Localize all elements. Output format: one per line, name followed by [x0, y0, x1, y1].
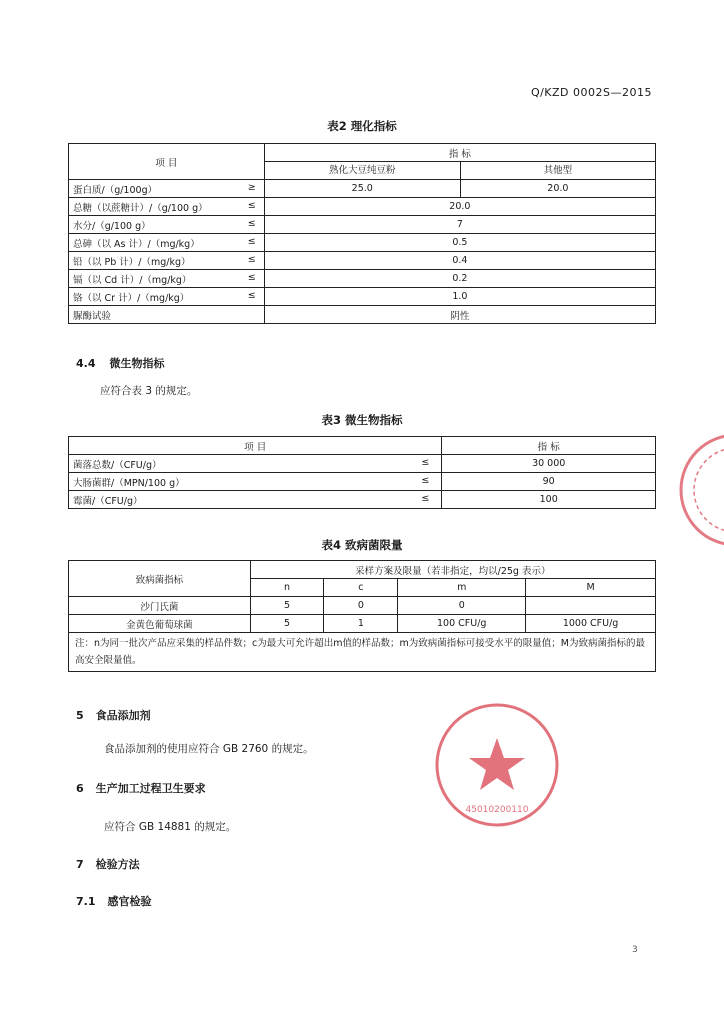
t2-row-value: 1.0: [264, 288, 655, 306]
t4-header-plan: 采样方案及限量（若非指定，均以/25g 表示）: [250, 561, 655, 579]
t2-row-name: 总砷（以 As 计）/（mg/kg）: [73, 238, 200, 250]
table2-caption: 表2 理化指标: [327, 119, 397, 133]
page-number: 3: [632, 945, 638, 955]
table3-microbial: [68, 436, 656, 509]
table-row: [69, 615, 656, 633]
table-row: [69, 306, 656, 324]
section-title: 感官检验: [107, 895, 152, 908]
section-6-heading: [76, 780, 206, 796]
t4-row-m: 0: [398, 597, 526, 615]
table-row: [69, 234, 656, 252]
table-row: [69, 180, 656, 198]
t2-row-value: 7: [264, 216, 655, 234]
t2-row-name: 脲酶试验: [73, 310, 112, 322]
section-number: 7.1: [76, 895, 96, 908]
t3-header-item: 项 目: [69, 437, 442, 455]
section-5-text: 食品添加剂的使用应符合 GB 2760 的规定。: [104, 743, 314, 755]
t4-row-M: 1000 CFU/g: [526, 615, 656, 633]
t4-row-name: 沙门氏菌: [69, 597, 251, 615]
company-seal-icon: [432, 700, 562, 830]
t2-header-sub1: 熟化大豆纯豆粉: [265, 162, 461, 179]
t2-row-name: 水分/（g/100 g）: [73, 220, 151, 232]
t4-note: 注：n为同一批次产品应采集的样品件数；c为最大可允许超出m值的样品数；m为致病菌指标可接受水平的限量值；M为致病菌指标的最高安全限量值。: [69, 633, 656, 672]
t4-header-m: m: [398, 579, 526, 597]
t2-header-indicator: 指 标: [264, 144, 655, 162]
t2-row-value: 阴性: [264, 306, 655, 324]
section-number: 7: [76, 858, 84, 871]
t2-header-item: 项 目: [69, 144, 265, 180]
section-title: 微生物指标: [109, 357, 165, 370]
t3-row-value: 100: [442, 491, 656, 509]
t4-row-n: 5: [250, 597, 324, 615]
section-title: 食品添加剂: [95, 709, 151, 722]
t3-row-cmp: ≤: [421, 456, 430, 468]
t4-header-c: c: [324, 579, 398, 597]
svg-text:45010200110: 45010200110: [465, 805, 529, 815]
t4-row-name: 金黄色葡萄球菌: [69, 615, 251, 633]
section-title: 检验方法: [95, 858, 140, 871]
table-row: [69, 491, 656, 509]
partial-seal-icon: [676, 420, 724, 560]
table-row: [69, 198, 656, 216]
t4-row-n: 5: [250, 615, 324, 633]
table4-caption: 表4 致病菌限量: [321, 538, 403, 552]
t2-row-name: 总糖（以蔗糖计）/（g/100 g）: [73, 202, 208, 214]
t4-row-c: 0: [324, 597, 398, 615]
t3-row-name: 菌落总数/（CFU/g）: [73, 459, 162, 471]
table-row: [69, 473, 656, 491]
t2-row-value-2: 20.0: [547, 183, 569, 194]
table2-physicochemical: [68, 143, 656, 324]
section-5-heading: [76, 707, 151, 723]
section-7-heading: [76, 856, 140, 872]
document-number: Q/KZD 0002S—2015: [530, 86, 652, 99]
table3-caption: 表3 微生物指标: [321, 413, 403, 427]
table-row: [69, 455, 656, 473]
t2-row-name: 铬（以 Cr 计）/（mg/kg）: [73, 292, 190, 304]
section-number: 5: [76, 709, 84, 722]
t4-header-n: n: [250, 579, 324, 597]
t2-row-cmp: ≤: [247, 271, 256, 283]
t2-row-cmp: ≤: [247, 253, 256, 265]
t2-row-name: 蛋白质/（g/100g）: [73, 184, 158, 196]
section-number: 6: [76, 782, 84, 795]
table-row: [69, 270, 656, 288]
t4-header-M: M: [526, 579, 656, 597]
table4-pathogen-limits: [68, 560, 656, 672]
section-7-1-heading: [76, 893, 152, 909]
t2-row-name: 镉（以 Cd 计）/（mg/kg）: [73, 274, 192, 286]
section-4-4-heading: [76, 355, 165, 371]
table-row: [69, 216, 656, 234]
t4-header-item: 致病菌指标: [69, 561, 251, 597]
table-row: [69, 288, 656, 306]
t2-row-value: 20.0: [264, 198, 655, 216]
t2-row-value-1: 25.0: [265, 180, 461, 197]
t2-row-cmp: ≤: [247, 289, 256, 301]
t3-header-indicator: 指 标: [442, 437, 656, 455]
t4-row-c: 1: [324, 615, 398, 633]
t2-header-sub2: 其他型: [543, 165, 573, 176]
t3-row-value: 90: [442, 473, 656, 491]
t3-row-name: 大肠菌群/（MPN/100 g）: [73, 477, 185, 489]
t2-row-value: 0.5: [264, 234, 655, 252]
t3-row-cmp: ≤: [421, 474, 430, 486]
t4-row-m: 100 CFU/g: [398, 615, 526, 633]
t2-row-cmp: ≥: [247, 181, 256, 193]
section-number: 4.4: [76, 357, 96, 370]
t2-row-cmp: ≤: [247, 217, 256, 229]
t2-row-cmp: ≤: [247, 235, 256, 247]
t3-row-cmp: ≤: [421, 492, 430, 504]
t2-row-value: 0.2: [264, 270, 655, 288]
t2-row-name: 铅（以 Pb 计）/（mg/kg）: [73, 256, 191, 268]
t2-row-cmp: ≤: [247, 199, 256, 211]
section-4-4-text: 应符合表 3 的规定。: [100, 385, 198, 397]
t2-row-value: 0.4: [264, 252, 655, 270]
t3-row-name: 霉菌/（CFU/g）: [73, 495, 143, 507]
section-title: 生产加工过程卫生要求: [95, 782, 206, 795]
t3-row-value: 30 000: [442, 455, 656, 473]
t4-row-M: [526, 597, 656, 615]
section-6-text: 应符合 GB 14881 的规定。: [104, 821, 237, 833]
table-row: [69, 252, 656, 270]
table-row: [69, 597, 656, 615]
